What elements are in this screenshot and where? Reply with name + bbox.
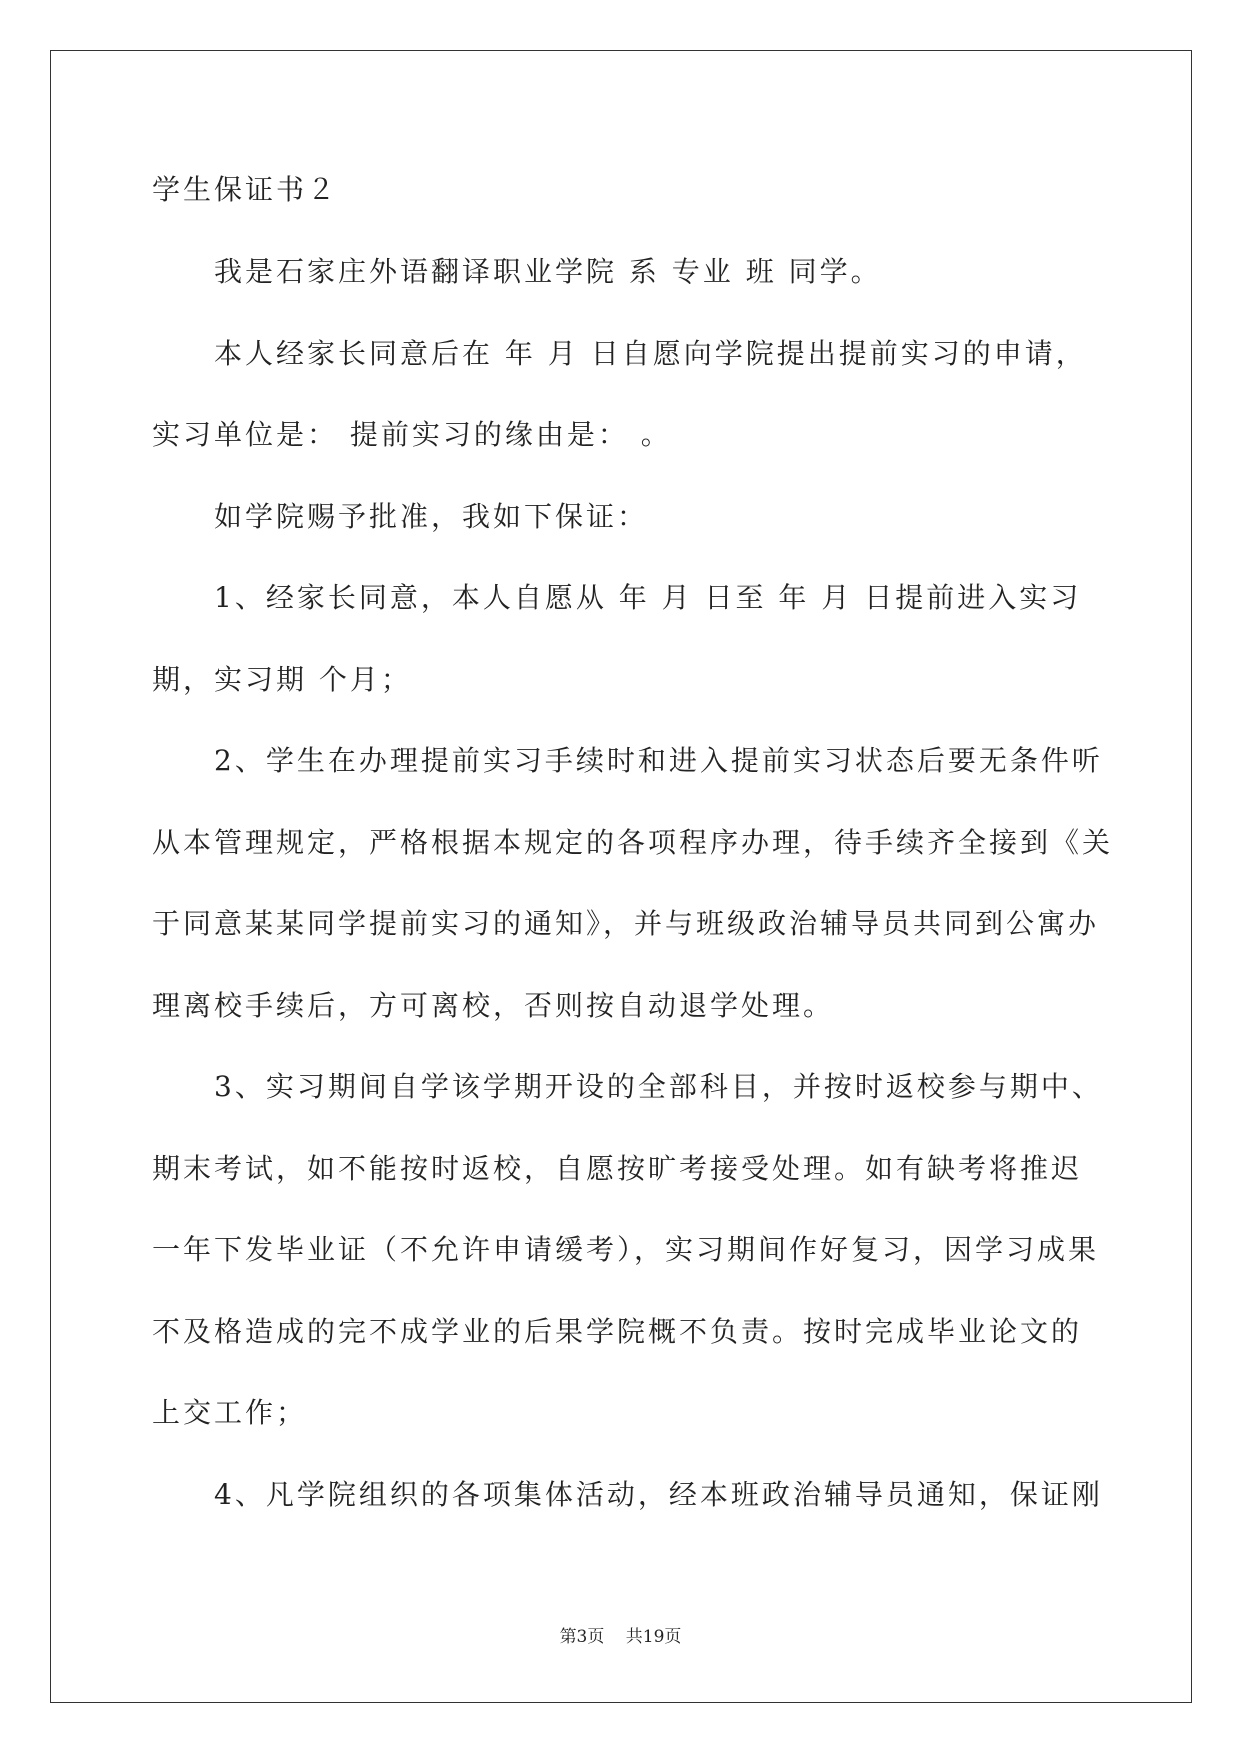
page-total: 共19页 [625,1627,682,1647]
body-line-4: 如学院赐予批准，我如下保证： [214,500,649,533]
body-line-8: 从本管理规定，严格根据本规定的各项程序办理，待手续齐全接到《关 [152,826,1114,859]
body-line-16: 4、凡学院组织的各项集体活动，经本班政治辅导员通知，保证刚 [214,1478,1103,1511]
body-line-2: 本人经家长同意后在 年 月 日自愿向学院提出提前实习的申请， [214,337,1087,370]
body-line-3: 实习单位是： 提前实习的缘由是： 。 [152,418,672,451]
body-line-5: 1、经家长同意，本人自愿从 年 月 日至 年 月 日提前进入实习 [214,581,1082,614]
document-title: 学生保证书２ [152,173,339,206]
body-line-14: 不及格造成的完不成学业的后果学院概不负责。按时完成毕业论文的 [152,1315,1083,1348]
body-line-15: 上交工作； [152,1396,308,1429]
body-line-6: 期，实习期 个月； [152,663,412,696]
body-line-7: 2、学生在办理提前实习手续时和进入提前实习状态后要无条件听 [214,744,1103,777]
body-line-13: 一年下发毕业证（不允许申请缓考），实习期间作好复习，因学习成果 [152,1233,1100,1266]
body-line-12: 期末考试，如不能按时返校，自愿按旷考接受处理。如有缺考将推迟 [152,1152,1083,1185]
page-footer [0,1622,1241,1647]
page-number: 第3页 [559,1627,605,1647]
body-line-9: 于同意某某同学提前实习的通知》，并与班级政治辅导员共同到公寓办 [152,907,1100,940]
body-line-10: 理离校手续后，方可离校，否则按自动退学处理。 [152,989,835,1022]
body-line-11: 3、实习期间自学该学期开设的全部科目，并按时返校参与期中、 [214,1070,1103,1103]
body-line-1: 我是石家庄外语翻译职业学院 系 专业 班 同学。 [214,255,882,288]
page-border [50,50,1192,1703]
